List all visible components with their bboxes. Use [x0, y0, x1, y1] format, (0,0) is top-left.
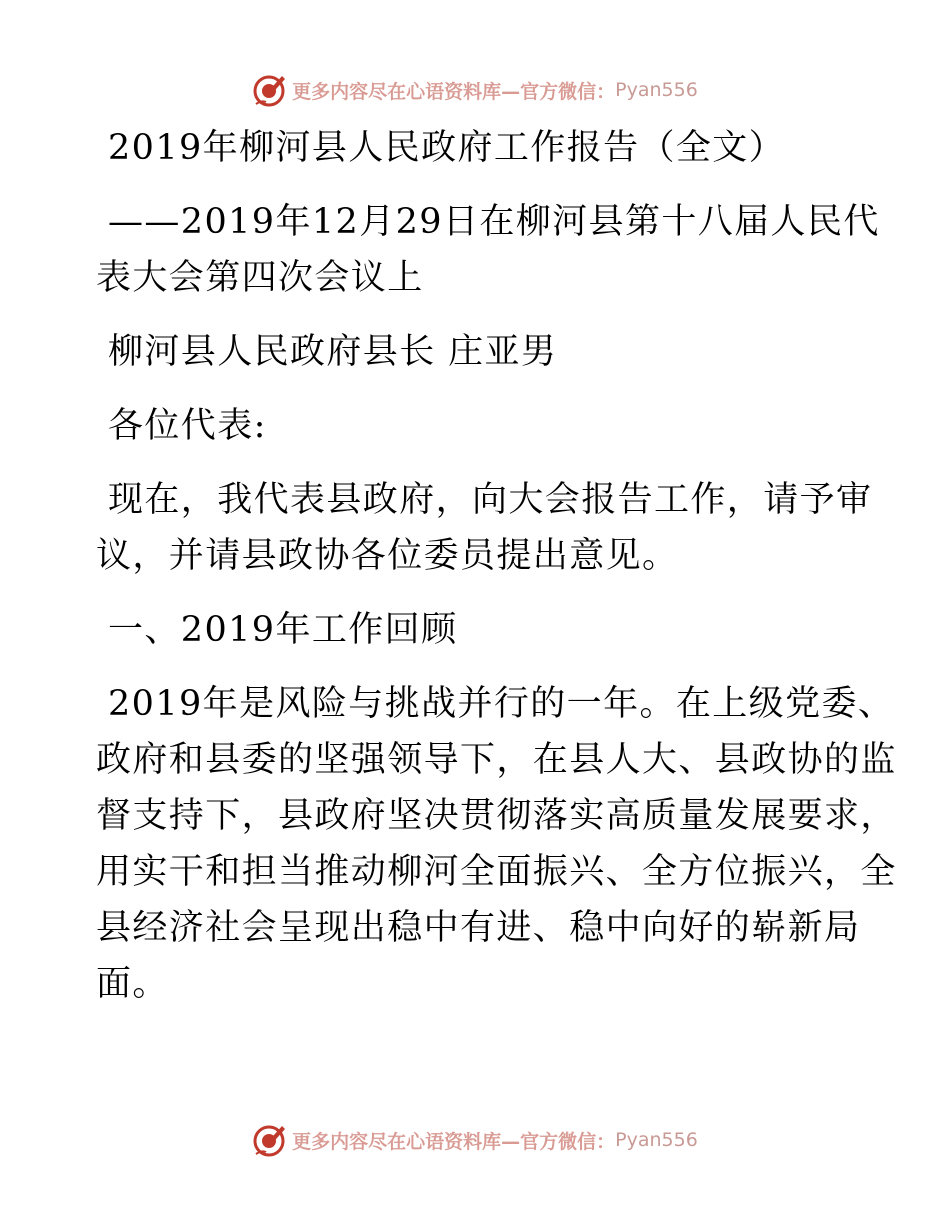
paragraph-line-2: 政府和县委的坚强领导下，在县人大、县政协的监 — [96, 740, 897, 780]
intro-line-2: 议，并请县政协各位委员提出意见。 — [96, 536, 679, 576]
document-title: 2019年柳河县人民政府工作报告（全文） — [108, 128, 786, 168]
paragraph-line-6: 面。 — [96, 964, 169, 1004]
header-banner — [0, 70, 950, 110]
salutation: 各位代表: — [108, 406, 267, 446]
document-author: 柳河县人民政府县长 庄亚男 — [108, 332, 558, 372]
wechat-id: Pyan556 — [615, 79, 698, 101]
pen-logo-icon — [252, 1122, 288, 1158]
document-subtitle-line-1: ——2019年12月29日在柳河县第十八届人民代 — [108, 202, 880, 242]
paragraph-line-5: 县经济社会呈现出稳中有进、稳中向好的崭新局 — [96, 908, 861, 948]
section-heading: 一、2019年工作回顾 — [108, 610, 458, 650]
paragraph-line-4: 用实干和担当推动柳河全面振兴、全方位振兴，全 — [96, 852, 897, 892]
intro-line-1: 现在，我代表县政府，向大会报告工作，请予审 — [108, 480, 873, 520]
footer-banner — [0, 1120, 950, 1160]
banner-text: 更多内容尽在心语资料库—官方微信： — [292, 1130, 616, 1153]
wechat-id: Pyan556 — [615, 1129, 698, 1151]
pen-logo-icon — [252, 72, 288, 108]
paragraph-line-1: 2019年是风险与挑战并行的一年。在上级党委、 — [108, 684, 895, 724]
document-subtitle-line-2: 表大会第四次会议上 — [96, 258, 424, 298]
banner-text: 更多内容尽在心语资料库—官方微信： — [292, 80, 616, 103]
paragraph-line-3: 督支持下，县政府坚决贯彻落实高质量发展要求， — [96, 796, 897, 836]
